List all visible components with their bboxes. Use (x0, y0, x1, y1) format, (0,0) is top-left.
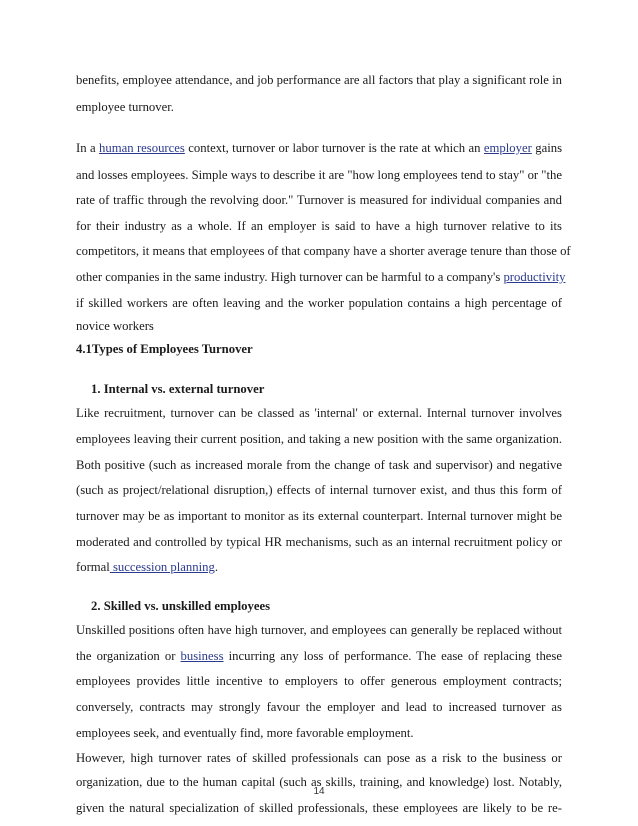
body-text-line: employees seek, and eventually find, more favorable employment. (76, 726, 414, 740)
employer-link[interactable]: employer (483, 141, 532, 155)
body-text-line: Unskilled positions often have high turnover, and employees can generally be replaced without (76, 623, 562, 637)
body-text-line: However, high turnover rates of skilled professionals can pose as a risk to the business or (76, 751, 562, 765)
body-text-line: turnover may be as important to monitor as its external counterpart. Internal turnover might be (76, 509, 562, 523)
body-text-line (76, 269, 566, 285)
body-text-line: employee turnover. (76, 100, 174, 114)
subsection-heading-internal-external: 1. Internal vs. external turnover (91, 382, 265, 396)
text-fragment: . (214, 560, 219, 574)
body-text-line: organization, due to the human capital (such as skills, training, and knowledge) lost. Notably, (76, 775, 562, 789)
succession-planning-link[interactable]: succession planning (109, 560, 215, 574)
body-text-line: given the natural specialization of skilled professionals, these employees are likely to be re- (76, 801, 562, 815)
body-text-line (76, 648, 562, 664)
body-text-line: Both positive (such as increased morale from the change of task and supervisor) and negative (76, 458, 562, 472)
body-text-line: moderated and controlled by typical HR mechanisms, such as an internal recruitment policy or (76, 535, 562, 549)
body-text-line: rate of traffic through the revolving door." Turnover is measured for individual companies and (76, 193, 562, 207)
page-number: 14 (313, 786, 325, 797)
human-resources-link[interactable]: human resources (99, 141, 185, 155)
body-text-line: if skilled workers are often leaving and the worker population contains a high percentage of (76, 296, 562, 310)
text-fragment: context, turnover or labor turnover is the rate at which an (188, 141, 481, 155)
section-heading: 4.1Types of Employees Turnover (76, 342, 253, 356)
subsection-heading-skilled-unskilled: 2. Skilled vs. unskilled employees (91, 599, 271, 613)
text-fragment: other companies in the same industry. High turnover can be harmful to a company's (76, 270, 501, 284)
business-link[interactable]: business (180, 649, 224, 663)
productivity-link[interactable]: productivity (503, 270, 566, 284)
text-fragment: formal (76, 560, 110, 574)
body-text-line: employees provides little incentive to employers to offer generous employment contracts; (76, 674, 562, 688)
text-fragment: incurring any loss of performance. The ease of replacing these (228, 649, 563, 663)
body-text-line: and losses employees. Simple ways to describe it are "how long employees tend to stay" or "the (76, 168, 562, 182)
text-fragment: In a (76, 141, 96, 155)
body-text-line: employees leaving their current position, and taking a new position with the same organization. (76, 432, 562, 446)
body-text-line: conversely, contracts may strongly favour the employer and lead to increased turnover as (76, 700, 562, 714)
body-text-line (76, 559, 562, 575)
body-text-line: for their industry as a whole. If an employer is said to have a high turnover relative to its (76, 219, 562, 233)
text-fragment: gains (535, 141, 563, 155)
body-text-line: novice workers (76, 319, 154, 333)
body-text-line: competitors, it means that employees of that company have a shorter average tenure than those of (76, 244, 571, 258)
body-text-line (76, 140, 562, 156)
body-text-line: (such as project/relational disruption,) effects of internal turnover exist, and thus this form of (76, 483, 562, 497)
text-fragment: the organization or (76, 649, 176, 663)
body-text-line: benefits, employee attendance, and job performance are all factors that play a significant role in (76, 73, 562, 87)
body-text-line: Like recruitment, turnover can be classed as 'internal' or external. Internal turnover involves (76, 406, 562, 420)
